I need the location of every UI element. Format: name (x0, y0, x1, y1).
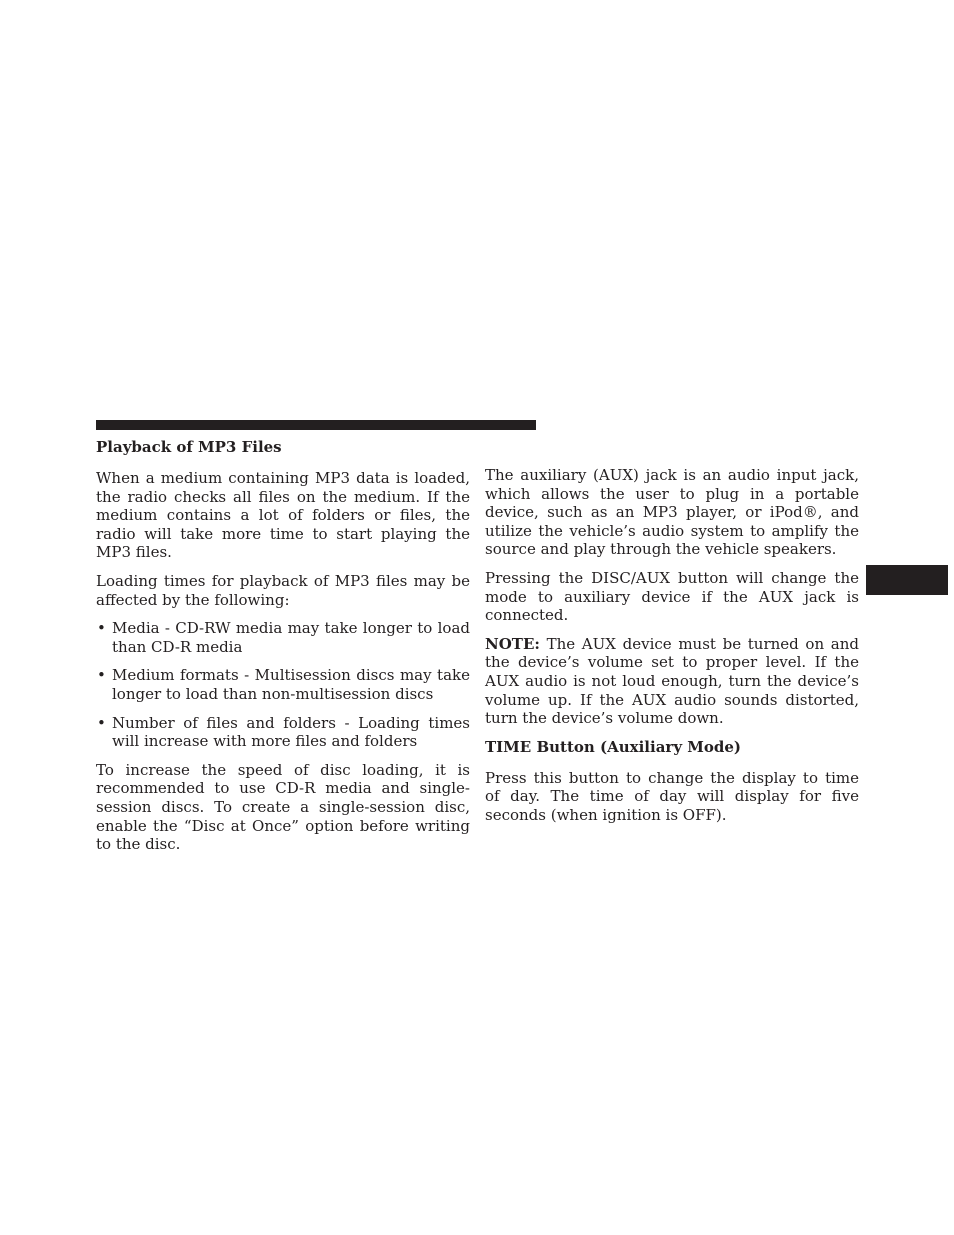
right-column (485, 466, 859, 835)
note-label: NOTE: (485, 634, 540, 653)
paragraph: Pressing the DISC/AUX button will change the mode to auxiliary device if the AUX jack is connected. (485, 568, 859, 625)
bullet-icon: • (97, 619, 106, 638)
left-column (96, 438, 470, 864)
bullet-list (96, 619, 470, 751)
bullet-icon: • (97, 713, 106, 732)
list-item: • Media - CD-RW media may take longer to load than CD-R media (97, 619, 470, 656)
section-rule (96, 420, 536, 430)
bullet-icon: • (97, 666, 106, 685)
list-item: • Medium formats - Multisession discs may take longer to load than non-multisession discs (97, 666, 470, 703)
paragraph: The auxiliary (AUX) jack is an audio input jack, which allows the user to plug in a portable device, such as an MP3 player, or iPod®, and utilize the vehicle’s audio system to amplify the source and play through the vehicle speakers. (485, 466, 859, 559)
paragraph: When a medium containing MP3 data is loaded, the radio checks all files on the medium. If the medium contains a lot of folders or files, the radio will take more time to start playing the MP3 files. (96, 469, 470, 562)
paragraph: To increase the speed of disc loading, it is recommended to use CD-R media and single-session discs. To create a single-session disc, enable the “Disc at Once” option before writing to the disc. (96, 760, 470, 854)
paragraph: Press this button to change the display to time of day. The time of day will display for five seconds (when ignition is OFF). (485, 768, 859, 824)
note-paragraph (485, 635, 859, 728)
chapter-tab (866, 565, 948, 595)
paragraph: Loading times for playback of MP3 files may be affected by the following: (96, 571, 470, 609)
list-item: • Number of files and folders - Loading times will increase with more files and folders (97, 713, 470, 751)
section-heading-mp3: Playback of MP3 Files (96, 438, 282, 456)
note-text: The AUX device must be turned on and the device’s volume set to proper level. If the AUX audio is not loud enough, turn the device’s volume up. If the AUX audio sounds distorted, turn the device’s volume down. (485, 634, 859, 728)
section-heading-time-button: TIME Button (Auxiliary Mode) (485, 737, 741, 756)
